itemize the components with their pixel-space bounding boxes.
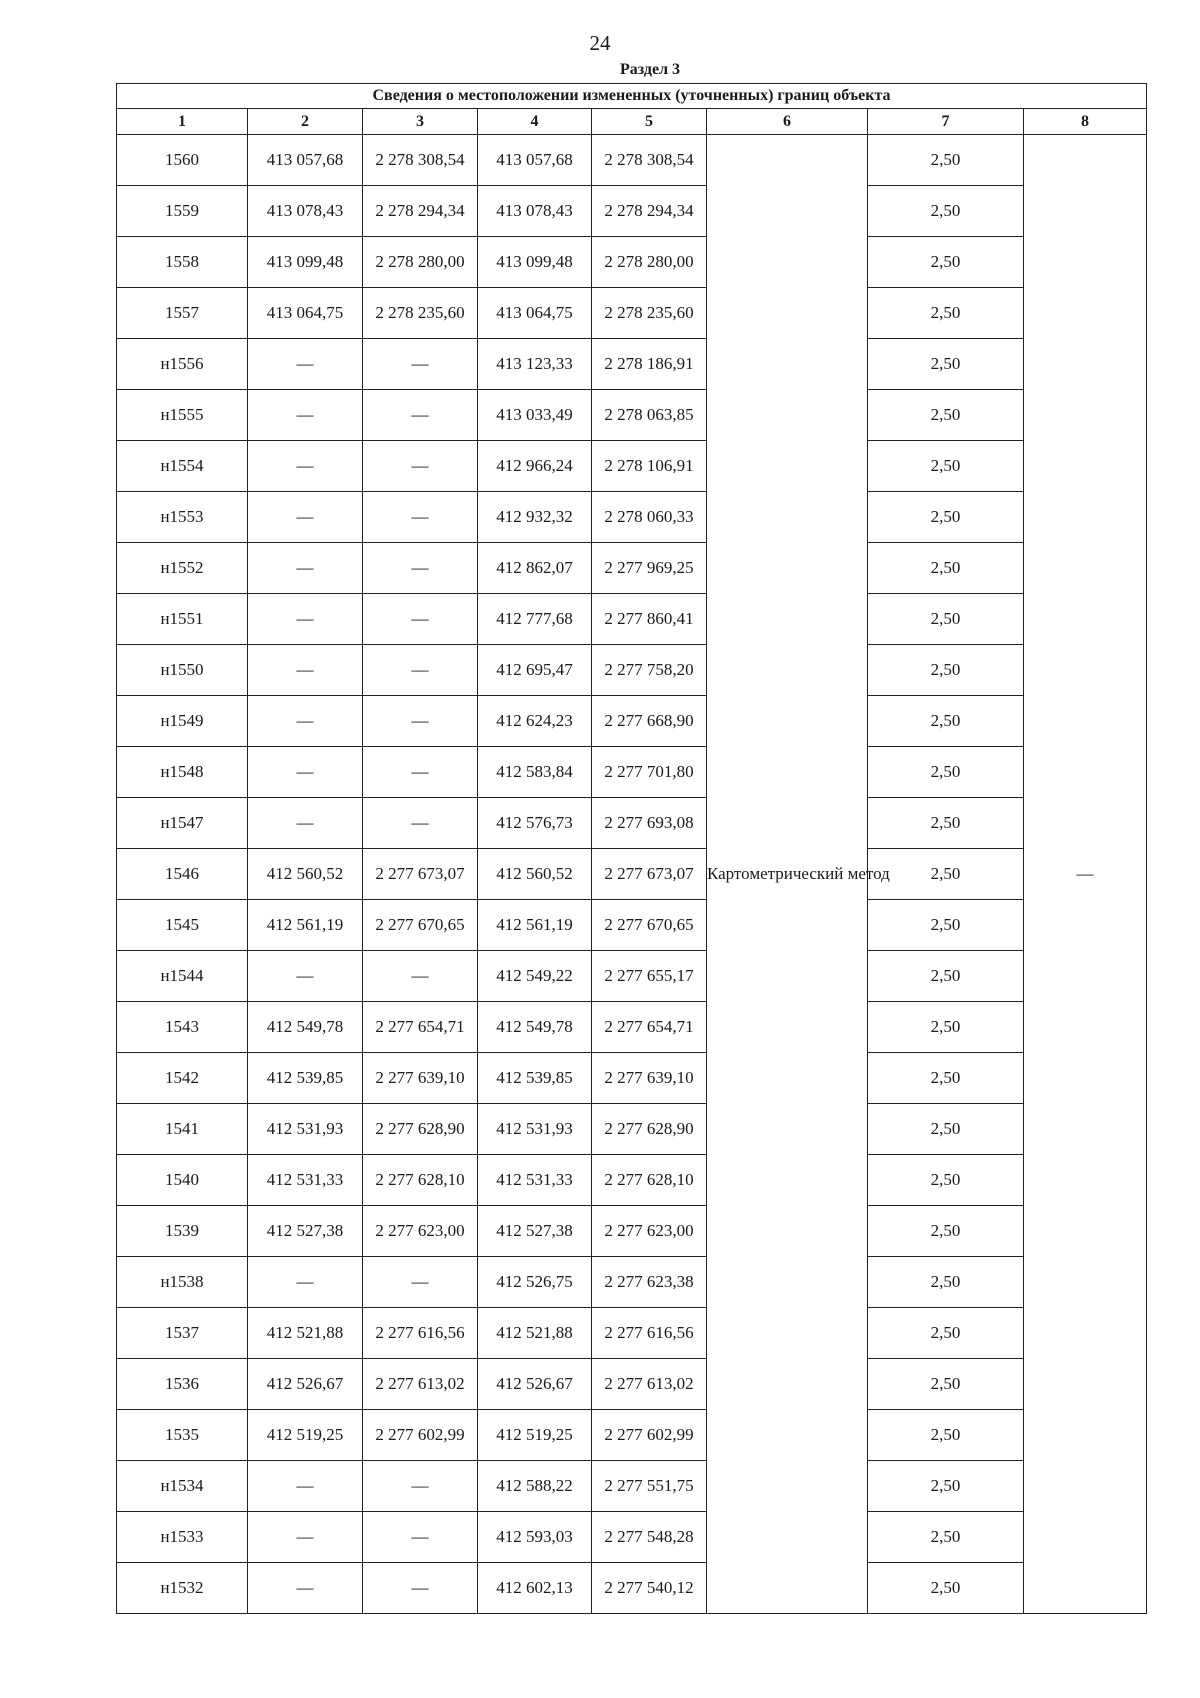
- x-new-cell: 412 549,78: [478, 1002, 592, 1053]
- y-new-cell: 2 277 548,28: [592, 1512, 707, 1563]
- point-cell: н1555: [117, 390, 248, 441]
- table-body: [117, 135, 1147, 1614]
- x-new-cell: 412 583,84: [478, 747, 592, 798]
- x-old-cell: 412 549,78: [248, 1002, 363, 1053]
- x-old-cell: 412 531,33: [248, 1155, 363, 1206]
- y-old-cell: —: [363, 951, 478, 1002]
- x-old-cell: —: [248, 594, 363, 645]
- point-cell: 1536: [117, 1359, 248, 1410]
- y-old-cell: 2 277 673,07: [363, 849, 478, 900]
- column-number: 5: [592, 109, 707, 135]
- point-cell: н1532: [117, 1563, 248, 1614]
- x-new-cell: 412 526,75: [478, 1257, 592, 1308]
- boundary-coordinates-table: [116, 83, 1147, 1614]
- point-cell: 1560: [117, 135, 248, 186]
- accuracy-cell: 2,50: [868, 1410, 1024, 1461]
- accuracy-cell: 2,50: [868, 1053, 1024, 1104]
- y-new-cell: 2 278 060,33: [592, 492, 707, 543]
- table-row: [117, 1410, 1147, 1461]
- x-old-cell: 412 526,67: [248, 1359, 363, 1410]
- y-new-cell: 2 278 280,00: [592, 237, 707, 288]
- x-new-cell: 412 862,07: [478, 543, 592, 594]
- y-new-cell: 2 277 628,10: [592, 1155, 707, 1206]
- y-old-cell: —: [363, 492, 478, 543]
- page-number: 24: [589, 31, 611, 55]
- column-number: 4: [478, 109, 592, 135]
- y-new-cell: 2 277 616,56: [592, 1308, 707, 1359]
- point-cell: 1537: [117, 1308, 248, 1359]
- x-old-cell: —: [248, 1461, 363, 1512]
- table-row: [117, 645, 1147, 696]
- x-old-cell: —: [248, 1257, 363, 1308]
- y-new-cell: 2 278 186,91: [592, 339, 707, 390]
- point-cell: 1543: [117, 1002, 248, 1053]
- table-row: [117, 1053, 1147, 1104]
- point-cell: 1540: [117, 1155, 248, 1206]
- y-new-cell: 2 277 701,80: [592, 747, 707, 798]
- point-cell: н1551: [117, 594, 248, 645]
- y-old-cell: 2 277 639,10: [363, 1053, 478, 1104]
- accuracy-cell: 2,50: [868, 1104, 1024, 1155]
- table-row: [117, 1206, 1147, 1257]
- table-row: [117, 390, 1147, 441]
- y-old-cell: 2 278 294,34: [363, 186, 478, 237]
- point-cell: н1553: [117, 492, 248, 543]
- y-new-cell: 2 277 623,38: [592, 1257, 707, 1308]
- y-new-cell: 2 278 106,91: [592, 441, 707, 492]
- x-old-cell: 413 057,68: [248, 135, 363, 186]
- y-new-cell: 2 277 969,25: [592, 543, 707, 594]
- table-row: [117, 237, 1147, 288]
- point-cell: н1547: [117, 798, 248, 849]
- y-old-cell: 2 278 308,54: [363, 135, 478, 186]
- point-cell: 1546: [117, 849, 248, 900]
- y-new-cell: 2 277 639,10: [592, 1053, 707, 1104]
- x-old-cell: —: [248, 543, 363, 594]
- accuracy-cell: 2,50: [868, 1206, 1024, 1257]
- x-new-cell: 413 123,33: [478, 339, 592, 390]
- x-new-cell: 412 531,33: [478, 1155, 592, 1206]
- column-number: 1: [117, 109, 248, 135]
- accuracy-cell: 2,50: [868, 900, 1024, 951]
- x-new-cell: 412 624,23: [478, 696, 592, 747]
- point-cell: 1558: [117, 237, 248, 288]
- point-cell: н1548: [117, 747, 248, 798]
- point-cell: н1534: [117, 1461, 248, 1512]
- x-new-cell: 413 099,48: [478, 237, 592, 288]
- x-old-cell: 412 539,85: [248, 1053, 363, 1104]
- accuracy-cell: 2,50: [868, 1308, 1024, 1359]
- point-cell: н1550: [117, 645, 248, 696]
- point-cell: 1542: [117, 1053, 248, 1104]
- y-old-cell: —: [363, 696, 478, 747]
- column-number: 8: [1024, 109, 1147, 135]
- accuracy-cell: 2,50: [868, 747, 1024, 798]
- y-old-cell: —: [363, 390, 478, 441]
- y-new-cell: 2 278 235,60: [592, 288, 707, 339]
- y-old-cell: —: [363, 339, 478, 390]
- accuracy-cell: 2,50: [868, 798, 1024, 849]
- accuracy-cell: 2,50: [868, 288, 1024, 339]
- column-number: 6: [707, 109, 868, 135]
- x-new-cell: 412 588,22: [478, 1461, 592, 1512]
- col8-cell: —: [1024, 135, 1147, 1614]
- y-old-cell: —: [363, 441, 478, 492]
- point-cell: 1557: [117, 288, 248, 339]
- x-new-cell: 413 033,49: [478, 390, 592, 441]
- x-old-cell: 412 531,93: [248, 1104, 363, 1155]
- table-row: [117, 1563, 1147, 1614]
- y-new-cell: 2 278 294,34: [592, 186, 707, 237]
- accuracy-cell: 2,50: [868, 1461, 1024, 1512]
- point-cell: н1549: [117, 696, 248, 747]
- x-old-cell: 412 521,88: [248, 1308, 363, 1359]
- table-row: [117, 492, 1147, 543]
- section-title: Раздел 3: [619, 61, 681, 78]
- x-new-cell: 412 519,25: [478, 1410, 592, 1461]
- x-new-cell: 412 539,85: [478, 1053, 592, 1104]
- y-old-cell: —: [363, 1563, 478, 1614]
- y-new-cell: 2 277 673,07: [592, 849, 707, 900]
- point-cell: 1545: [117, 900, 248, 951]
- y-new-cell: 2 277 693,08: [592, 798, 707, 849]
- table-row: [117, 798, 1147, 849]
- accuracy-cell: 2,50: [868, 237, 1024, 288]
- y-old-cell: 2 277 616,56: [363, 1308, 478, 1359]
- y-new-cell: 2 278 063,85: [592, 390, 707, 441]
- accuracy-cell: 2,50: [868, 1359, 1024, 1410]
- table-row: [117, 951, 1147, 1002]
- column-number: 3: [363, 109, 478, 135]
- x-old-cell: —: [248, 645, 363, 696]
- table-row: [117, 849, 1147, 900]
- point-cell: н1554: [117, 441, 248, 492]
- accuracy-cell: 2,50: [868, 645, 1024, 696]
- x-old-cell: —: [248, 747, 363, 798]
- accuracy-cell: 2,50: [868, 594, 1024, 645]
- table-row: [117, 339, 1147, 390]
- table-row: [117, 543, 1147, 594]
- y-new-cell: 2 277 551,75: [592, 1461, 707, 1512]
- y-new-cell: 2 277 613,02: [592, 1359, 707, 1410]
- table-row: [117, 747, 1147, 798]
- table-row: [117, 1512, 1147, 1563]
- y-old-cell: —: [363, 1257, 478, 1308]
- y-new-cell: 2 278 308,54: [592, 135, 707, 186]
- x-old-cell: —: [248, 798, 363, 849]
- x-old-cell: —: [248, 492, 363, 543]
- x-old-cell: —: [248, 1563, 363, 1614]
- y-new-cell: 2 277 628,90: [592, 1104, 707, 1155]
- y-new-cell: 2 277 758,20: [592, 645, 707, 696]
- table-row: [117, 900, 1147, 951]
- x-new-cell: 412 966,24: [478, 441, 592, 492]
- y-old-cell: 2 278 280,00: [363, 237, 478, 288]
- y-old-cell: 2 277 623,00: [363, 1206, 478, 1257]
- y-old-cell: 2 277 628,10: [363, 1155, 478, 1206]
- x-new-cell: 413 057,68: [478, 135, 592, 186]
- x-new-cell: 412 777,68: [478, 594, 592, 645]
- x-old-cell: 412 561,19: [248, 900, 363, 951]
- x-new-cell: 413 078,43: [478, 186, 592, 237]
- y-new-cell: 2 277 655,17: [592, 951, 707, 1002]
- x-old-cell: —: [248, 339, 363, 390]
- x-old-cell: 412 560,52: [248, 849, 363, 900]
- y-old-cell: —: [363, 1512, 478, 1563]
- y-old-cell: —: [363, 645, 478, 696]
- point-cell: н1538: [117, 1257, 248, 1308]
- y-old-cell: 2 277 670,65: [363, 900, 478, 951]
- x-new-cell: 412 560,52: [478, 849, 592, 900]
- accuracy-cell: 2,50: [868, 492, 1024, 543]
- accuracy-cell: 2,50: [868, 1002, 1024, 1053]
- table-row: [117, 1104, 1147, 1155]
- x-new-cell: 412 521,88: [478, 1308, 592, 1359]
- x-new-cell: 412 695,47: [478, 645, 592, 696]
- y-new-cell: 2 277 654,71: [592, 1002, 707, 1053]
- accuracy-cell: 2,50: [868, 135, 1024, 186]
- accuracy-cell: 2,50: [868, 1563, 1024, 1614]
- y-new-cell: 2 277 860,41: [592, 594, 707, 645]
- y-new-cell: 2 277 670,65: [592, 900, 707, 951]
- x-old-cell: 413 099,48: [248, 237, 363, 288]
- y-old-cell: 2 278 235,60: [363, 288, 478, 339]
- x-old-cell: —: [248, 696, 363, 747]
- point-cell: н1544: [117, 951, 248, 1002]
- x-new-cell: 412 932,32: [478, 492, 592, 543]
- accuracy-cell: 2,50: [868, 1257, 1024, 1308]
- column-number-row: [117, 109, 1147, 135]
- table-row: [117, 1002, 1147, 1053]
- table-row: [117, 441, 1147, 492]
- x-new-cell: 412 593,03: [478, 1512, 592, 1563]
- y-old-cell: —: [363, 543, 478, 594]
- x-old-cell: —: [248, 951, 363, 1002]
- column-number: 2: [248, 109, 363, 135]
- column-number: 7: [868, 109, 1024, 135]
- table-title: Сведения о местоположении измененных (уточненных) границ объекта: [117, 84, 1147, 109]
- x-new-cell: 413 064,75: [478, 288, 592, 339]
- accuracy-cell: 2,50: [868, 951, 1024, 1002]
- accuracy-cell: 2,50: [868, 1512, 1024, 1563]
- y-old-cell: 2 277 613,02: [363, 1359, 478, 1410]
- x-old-cell: 412 527,38: [248, 1206, 363, 1257]
- method-cell: Картометрический метод: [707, 135, 868, 1614]
- accuracy-cell: 2,50: [868, 339, 1024, 390]
- point-cell: н1533: [117, 1512, 248, 1563]
- table-row: [117, 696, 1147, 747]
- accuracy-cell: 2,50: [868, 696, 1024, 747]
- x-new-cell: 412 549,22: [478, 951, 592, 1002]
- table-row: [117, 186, 1147, 237]
- point-cell: 1539: [117, 1206, 248, 1257]
- table-row: [117, 1308, 1147, 1359]
- y-new-cell: 2 277 668,90: [592, 696, 707, 747]
- x-new-cell: 412 561,19: [478, 900, 592, 951]
- x-new-cell: 412 527,38: [478, 1206, 592, 1257]
- x-new-cell: 412 602,13: [478, 1563, 592, 1614]
- accuracy-cell: 2,50: [868, 441, 1024, 492]
- x-new-cell: 412 531,93: [478, 1104, 592, 1155]
- table-row: [117, 135, 1147, 186]
- y-new-cell: 2 277 540,12: [592, 1563, 707, 1614]
- point-cell: 1541: [117, 1104, 248, 1155]
- y-old-cell: —: [363, 798, 478, 849]
- table-row: [117, 288, 1147, 339]
- point-cell: н1552: [117, 543, 248, 594]
- y-old-cell: 2 277 628,90: [363, 1104, 478, 1155]
- point-cell: 1559: [117, 186, 248, 237]
- accuracy-cell: 2,50: [868, 1155, 1024, 1206]
- x-old-cell: —: [248, 390, 363, 441]
- table-row: [117, 1461, 1147, 1512]
- accuracy-cell: 2,50: [868, 849, 1024, 900]
- accuracy-cell: 2,50: [868, 543, 1024, 594]
- y-old-cell: —: [363, 1461, 478, 1512]
- table-row: [117, 1359, 1147, 1410]
- table-row: [117, 1155, 1147, 1206]
- x-old-cell: 413 064,75: [248, 288, 363, 339]
- y-old-cell: —: [363, 594, 478, 645]
- table-row: [117, 594, 1147, 645]
- point-cell: 1535: [117, 1410, 248, 1461]
- x-old-cell: 413 078,43: [248, 186, 363, 237]
- y-old-cell: 2 277 602,99: [363, 1410, 478, 1461]
- accuracy-cell: 2,50: [868, 390, 1024, 441]
- x-old-cell: —: [248, 1512, 363, 1563]
- x-old-cell: —: [248, 441, 363, 492]
- table-row: [117, 1257, 1147, 1308]
- accuracy-cell: 2,50: [868, 186, 1024, 237]
- point-cell: н1556: [117, 339, 248, 390]
- x-old-cell: 412 519,25: [248, 1410, 363, 1461]
- y-old-cell: —: [363, 747, 478, 798]
- x-new-cell: 412 576,73: [478, 798, 592, 849]
- y-old-cell: 2 277 654,71: [363, 1002, 478, 1053]
- y-new-cell: 2 277 623,00: [592, 1206, 707, 1257]
- y-new-cell: 2 277 602,99: [592, 1410, 707, 1461]
- x-new-cell: 412 526,67: [478, 1359, 592, 1410]
